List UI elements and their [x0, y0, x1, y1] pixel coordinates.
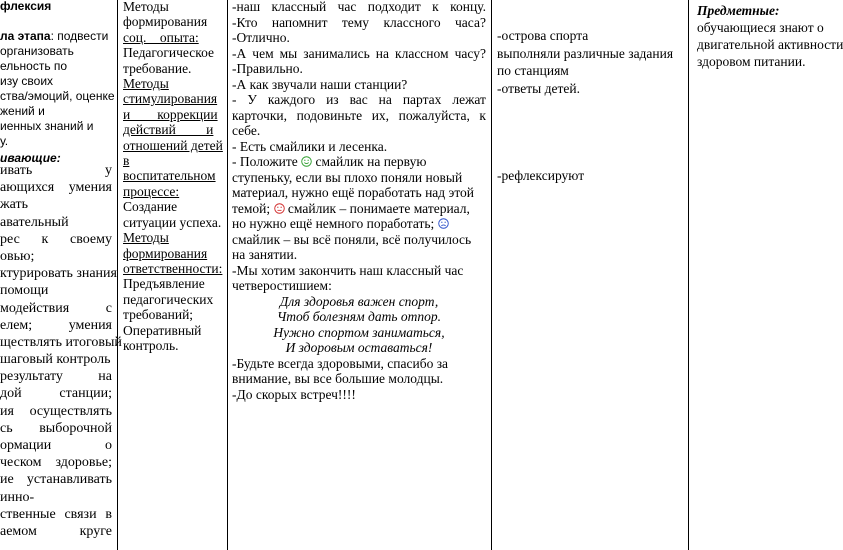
method-text-line: Методы: [123, 230, 169, 246]
word: ающихся: [0, 180, 55, 196]
word: ческом: [0, 455, 42, 471]
dialogue-line: -Отлично.: [232, 30, 290, 45]
dialogue-line: - Есть смайлики и лесенка.: [232, 138, 388, 154]
method-text-line: в: [123, 153, 130, 169]
developing-text-line: [0, 454, 112, 471]
column-results: [697, 0, 843, 550]
poem-line: И здоровым оставаться!: [285, 340, 433, 355]
word: рес: [0, 231, 20, 247]
method-text-line: отношений детей: [123, 137, 223, 153]
dialogue-line: себе.: [232, 123, 261, 138]
developing-text-line: [0, 368, 112, 385]
word: к: [41, 231, 49, 247]
word: помощи: [0, 283, 49, 299]
method-text-line: Методы: [123, 76, 169, 92]
word: здоровье;: [55, 455, 112, 471]
method-text-line: Педагогическое: [123, 45, 215, 61]
table-border-3: [491, 0, 492, 550]
dialogue-line: - У каждого из вас на партах лежат: [232, 92, 486, 107]
method-text-line: Оперативный: [123, 322, 202, 338]
closing-line: -Мы хотим закончить наш классный час: [232, 262, 464, 278]
method-text-line: стимулирования: [123, 91, 218, 107]
developing-section-title: ивающие:: [0, 151, 61, 165]
developing-text-line: [0, 334, 122, 351]
word: связи: [64, 506, 97, 522]
word: ктурировать знания: [0, 266, 117, 282]
developing-text-line: [0, 282, 112, 299]
dialogue-line: -Кто напомнит тему классного часа?: [232, 14, 486, 30]
goal-text-line: иенных знаний и: [0, 119, 94, 133]
method-text-line: контроль.: [123, 337, 179, 353]
method-text-line: формирования: [123, 245, 208, 261]
developing-text-line: [0, 506, 112, 523]
word: устанавливать: [26, 472, 112, 488]
dialogue-line: -наш классный час подходит к концу.: [232, 0, 486, 14]
goal-text-line: ства/эмоций, оценке: [0, 89, 115, 103]
method-text-line: процессе:: [123, 183, 180, 199]
poem-line: Чтоб болезням дать отпор.: [276, 309, 442, 324]
ending-line: -Будьте всегда здоровыми, спасибо за: [232, 355, 449, 371]
developing-text-line: [0, 437, 112, 454]
method-text-line: воспитательном: [123, 168, 216, 184]
method-text-line: требований;: [123, 307, 194, 323]
smiley-paragraph: - Положите смайлик на первую ступеньку, если вы плохо поняли новый материал, нужно ещё поработать над этой темой; смайлик – понимаете материал, но нужно ещё немного поработать; смайлик – вы всё поняли, всё получилось на занятии.: [232, 154, 475, 262]
word: елем;: [0, 317, 33, 333]
word: круге: [79, 523, 112, 539]
word: умения: [68, 317, 112, 333]
word: на: [98, 369, 112, 385]
student-activity-line: -острова спорта: [497, 28, 589, 43]
developing-text-line: [0, 471, 112, 488]
developing-text-line: [0, 179, 112, 196]
goal-text-line: ельность по: [0, 59, 68, 73]
column-methods: [123, 0, 223, 549]
word: жать: [0, 197, 29, 213]
result-line: двигательной активности: [697, 37, 843, 52]
blue-smiley-icon: [438, 218, 449, 229]
word: ивать: [0, 163, 33, 178]
table-border-1: [117, 0, 118, 550]
goal-text-line: изу своих: [0, 74, 54, 88]
word: авательный: [0, 214, 69, 230]
word: ия: [0, 403, 14, 419]
result-line: обучающиеся знают о: [697, 20, 824, 35]
developing-text-line: [0, 351, 112, 368]
method-text-line: и коррекции: [123, 106, 218, 122]
ending-line: внимание, вы все большие молодцы.: [232, 371, 444, 386]
word: станции;: [59, 386, 112, 402]
word: умения: [68, 180, 112, 196]
table-border-2: [227, 0, 228, 550]
developing-text-line: [0, 231, 112, 248]
method-text-line: соц. опыта:: [123, 29, 199, 45]
developing-text-line: [0, 214, 112, 231]
word: результату: [0, 369, 63, 385]
method-text-line: ситуации успеха.: [123, 214, 222, 230]
word: в: [105, 506, 112, 522]
word: инно-: [0, 489, 35, 505]
result-line: здоровом питании.: [697, 54, 806, 69]
method-text-line: формирования: [123, 14, 208, 30]
method-text-line: педагогических: [123, 291, 214, 307]
stage-goal-label: ла этапа: [0, 29, 51, 43]
word: выборочной: [39, 420, 112, 436]
word: своему: [70, 231, 112, 247]
stage-goal-text: : подвести: [50, 29, 109, 43]
developing-text-line: [0, 196, 112, 213]
developing-text-line: [0, 162, 112, 179]
table-border-4: [688, 0, 689, 550]
column-teacher-activity: [232, 0, 486, 549]
goal-text-line: жений и: [0, 104, 45, 118]
word: аемом: [0, 523, 37, 539]
developing-text-line: [0, 265, 117, 282]
closing-line: четверостишием:: [232, 278, 332, 293]
column-reflection: [0, 0, 122, 550]
method-text-line: действий и: [123, 122, 214, 138]
poem-line: Для здоровья важен спорт,: [279, 293, 439, 309]
poem-line: Нужно спортом заниматься,: [273, 324, 445, 340]
method-text-line: ответственности:: [123, 260, 223, 276]
word: сь: [0, 420, 13, 436]
developing-text-line: [0, 317, 112, 334]
developing-text-line: [0, 385, 112, 402]
word: ормации: [0, 438, 52, 453]
ending-line: -До скорых встреч!!!!: [232, 386, 356, 402]
goal-text-line: у.: [0, 134, 9, 148]
column-student-activity: [497, 0, 685, 550]
goal-text-line: организовать: [0, 44, 74, 58]
word: о: [105, 438, 112, 453]
word: ственные: [0, 506, 56, 522]
word: дой: [0, 386, 22, 402]
student-activity-line: -ответы детей.: [497, 80, 580, 96]
word: у: [105, 163, 112, 178]
word: с: [105, 300, 112, 316]
student-activity-line: выполняли различные задания: [497, 45, 674, 61]
reflection-title: флексия: [0, 0, 52, 13]
word: шаговый контроль: [0, 352, 111, 368]
method-text-line: Методы: [123, 0, 169, 14]
word: овью;: [0, 248, 35, 264]
developing-text-line: [0, 300, 112, 317]
developing-text-line: [0, 489, 112, 506]
dialogue-line: карточки, подовиньте их, пожалуйста, к: [232, 107, 486, 123]
red-smiley-icon: [274, 203, 285, 214]
dialogue-line: -Правильно.: [232, 61, 303, 76]
reflexing-text: -рефлексируют: [497, 168, 585, 183]
word: осуществлять: [29, 403, 112, 419]
method-text-line: Предъявление: [123, 276, 205, 292]
method-text-line: Создание: [123, 199, 178, 215]
word: ие: [0, 472, 14, 488]
method-text-line: требование.: [123, 60, 192, 76]
developing-text-line: [0, 403, 112, 420]
dialogue-line: -А чем мы занимались на классном часу?: [232, 45, 486, 61]
developing-text-line: [0, 248, 112, 265]
developing-text-line: [0, 420, 112, 437]
word: модействия: [0, 300, 70, 316]
dialogue-line: -А как звучали наши станции?: [232, 76, 408, 92]
green-smiley-icon: [301, 156, 312, 167]
developing-text-line: [0, 523, 112, 540]
student-activity-line: по станциям: [497, 63, 569, 78]
word: ществлять итоговый: [0, 334, 122, 350]
subject-results-title: Предметные:: [697, 3, 780, 18]
